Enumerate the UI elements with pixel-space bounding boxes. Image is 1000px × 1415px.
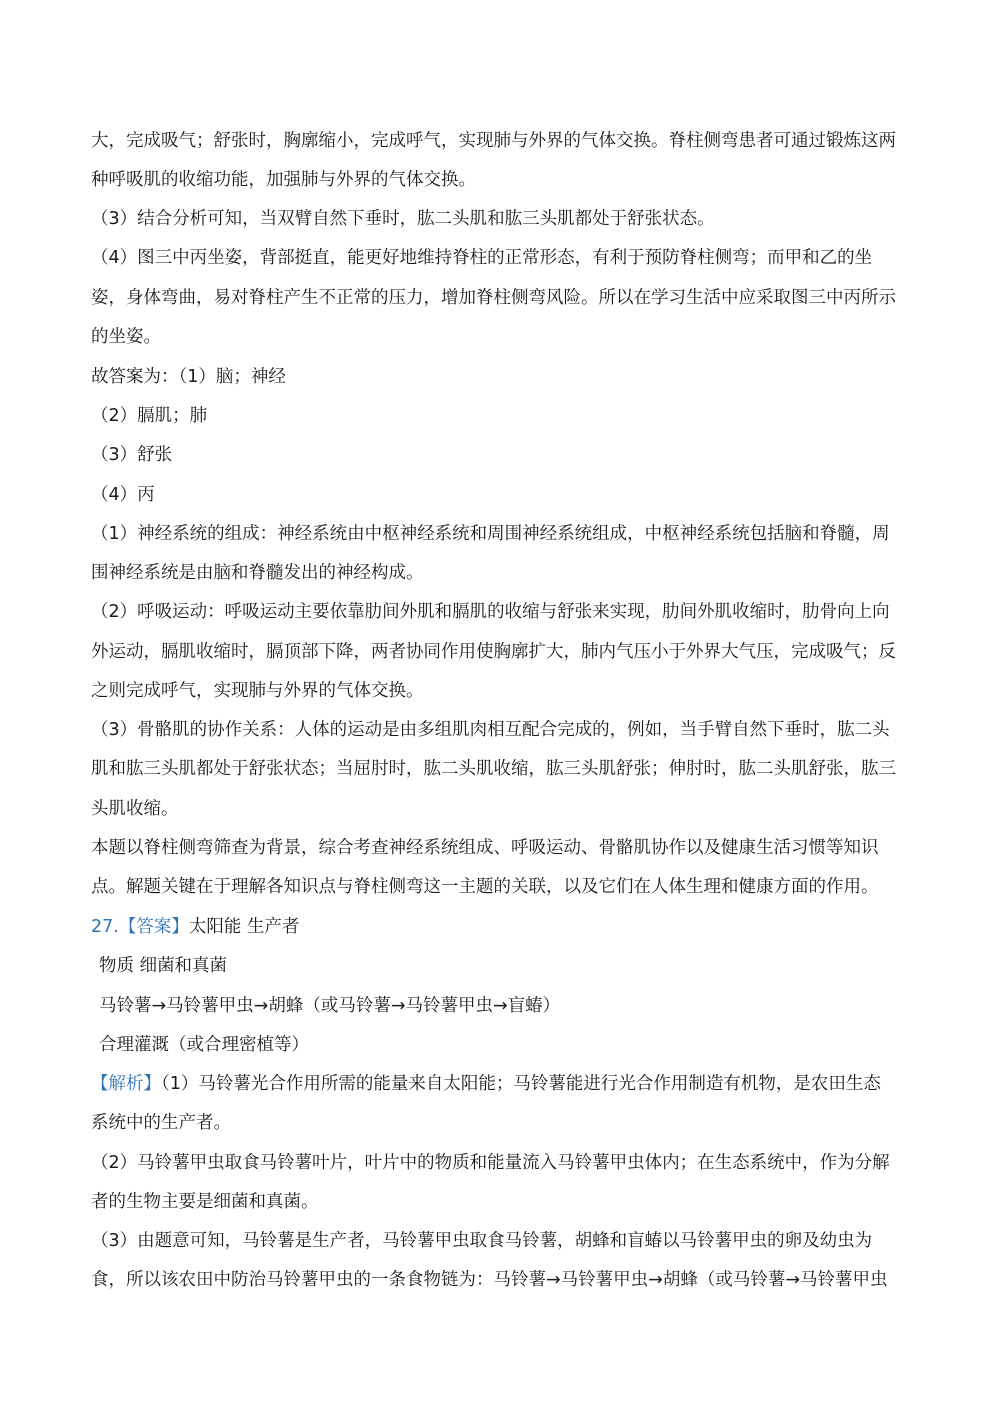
text-line: （3）骨骼肌的协作关系：人体的运动是由多组肌肉相互配合完成的，例如，当手臂自然下垂时，肱二头: [91, 720, 890, 740]
answer-tag: 【答案】: [118, 917, 189, 937]
analysis-text: （1）马铃薯光合作用所需的能量来自太阳能；马铃薯能进行光合作用制造有机物，是农田生态: [161, 1074, 881, 1094]
text-line: 种呼吸肌的收缩功能，加强肺与外界的气体交换。: [91, 170, 476, 190]
text-line: （3）结合分析可知，当双臂自然下垂时，肱二头肌和肱三头肌都处于舒张状态。: [91, 209, 715, 229]
answer-text: 物质 细菌和真菌: [99, 956, 228, 976]
question-27-answer-line: [91, 915, 911, 939]
analysis-line: 食，所以该农田中防治马铃薯甲虫的一条食物链为：马铃薯→马铃薯甲虫→胡蜂（或马铃薯→马铃薯甲虫: [91, 1270, 888, 1290]
text-line: 点。解题关键在于理解各知识点与脊柱侧弯这一主题的关联，以及它们在人体生理和健康方面的作用。: [91, 877, 879, 897]
text-line: 故答案为：（1）脑；神经: [91, 367, 286, 387]
analysis-line: （2）马铃薯甲虫取食马铃薯叶片，叶片中的物质和能量流入马铃薯甲虫体内；在生态系统中，作为分解: [91, 1153, 890, 1173]
answer-text: 太阳能 生产者: [188, 917, 300, 937]
text-line: （4）图三中丙坐姿，背部挺直，能更好地维持脊柱的正常形态，有利于预防脊柱侧弯；而甲和乙的坐: [91, 248, 873, 268]
text-line: （2）膈肌；肺: [91, 406, 208, 426]
text-line: 的坐姿。: [91, 327, 161, 347]
text-line: 头肌收缩。: [91, 799, 179, 819]
question-number: 27.: [91, 917, 119, 937]
analysis-line: 系统中的生产者。: [91, 1113, 231, 1133]
analysis-tag: 【解析】: [91, 1074, 161, 1094]
analysis-first-line: [91, 1072, 911, 1096]
text-line: 肌和肱三头肌都处于舒张状态；当屈肘时，肱二头肌收缩，肱三头肌舒张；伸肘时，肱二头肌舒张，肱三: [91, 759, 896, 779]
text-line: 围神经系统是由脑和脊髓发出的神经构成。: [91, 563, 424, 583]
text-line: 之则完成呼气，实现肺与外界的气体交换。: [91, 681, 424, 701]
text-line: （1）神经系统的组成：神经系统由中枢神经系统和周围神经系统组成，中枢神经系统包括脑和脊髓，周: [91, 524, 890, 544]
text-line: 本题以脊柱侧弯筛查为背景，综合考查神经系统组成、呼吸运动、骨骼肌协作以及健康生活习惯等知识: [91, 838, 879, 858]
analysis-line: 者的生物主要是细菌和真菌。: [91, 1192, 319, 1212]
text-line: （3）舒张: [91, 445, 173, 465]
text-line: 姿，身体弯曲，易对脊柱产生不正常的压力，增加脊柱侧弯风险。所以在学习生活中应采取图三中丙所示: [91, 288, 896, 308]
text-line: （4）丙: [91, 485, 155, 505]
text-line: 外运动，膈肌收缩时，膈顶部下降，两者协同作用使胸廓扩大，肺内气压小于外界大气压，完成吸气；反: [91, 642, 896, 662]
answer-text: 合理灌溉（或合理密植等）: [99, 1035, 309, 1055]
answer-text: 马铃薯→马铃薯甲虫→胡蜂（或马铃薯→马铃薯甲虫→盲蝽）: [99, 996, 561, 1016]
analysis-line: （3）由题意可知，马铃薯是生产者，马铃薯甲虫取食马铃薯，胡蜂和盲蝽以马铃薯甲虫的卵及幼虫为: [91, 1231, 873, 1251]
text-line: （2）呼吸运动：呼吸运动主要依靠肋间外肌和膈肌的收缩与舒张来实现，肋间外肌收缩时，肋骨向上向: [91, 602, 890, 622]
text-line: 大，完成吸气；舒张时，胸廓缩小，完成呼气，实现肺与外界的气体交换。脊柱侧弯患者可通过锻炼这两: [91, 131, 896, 151]
